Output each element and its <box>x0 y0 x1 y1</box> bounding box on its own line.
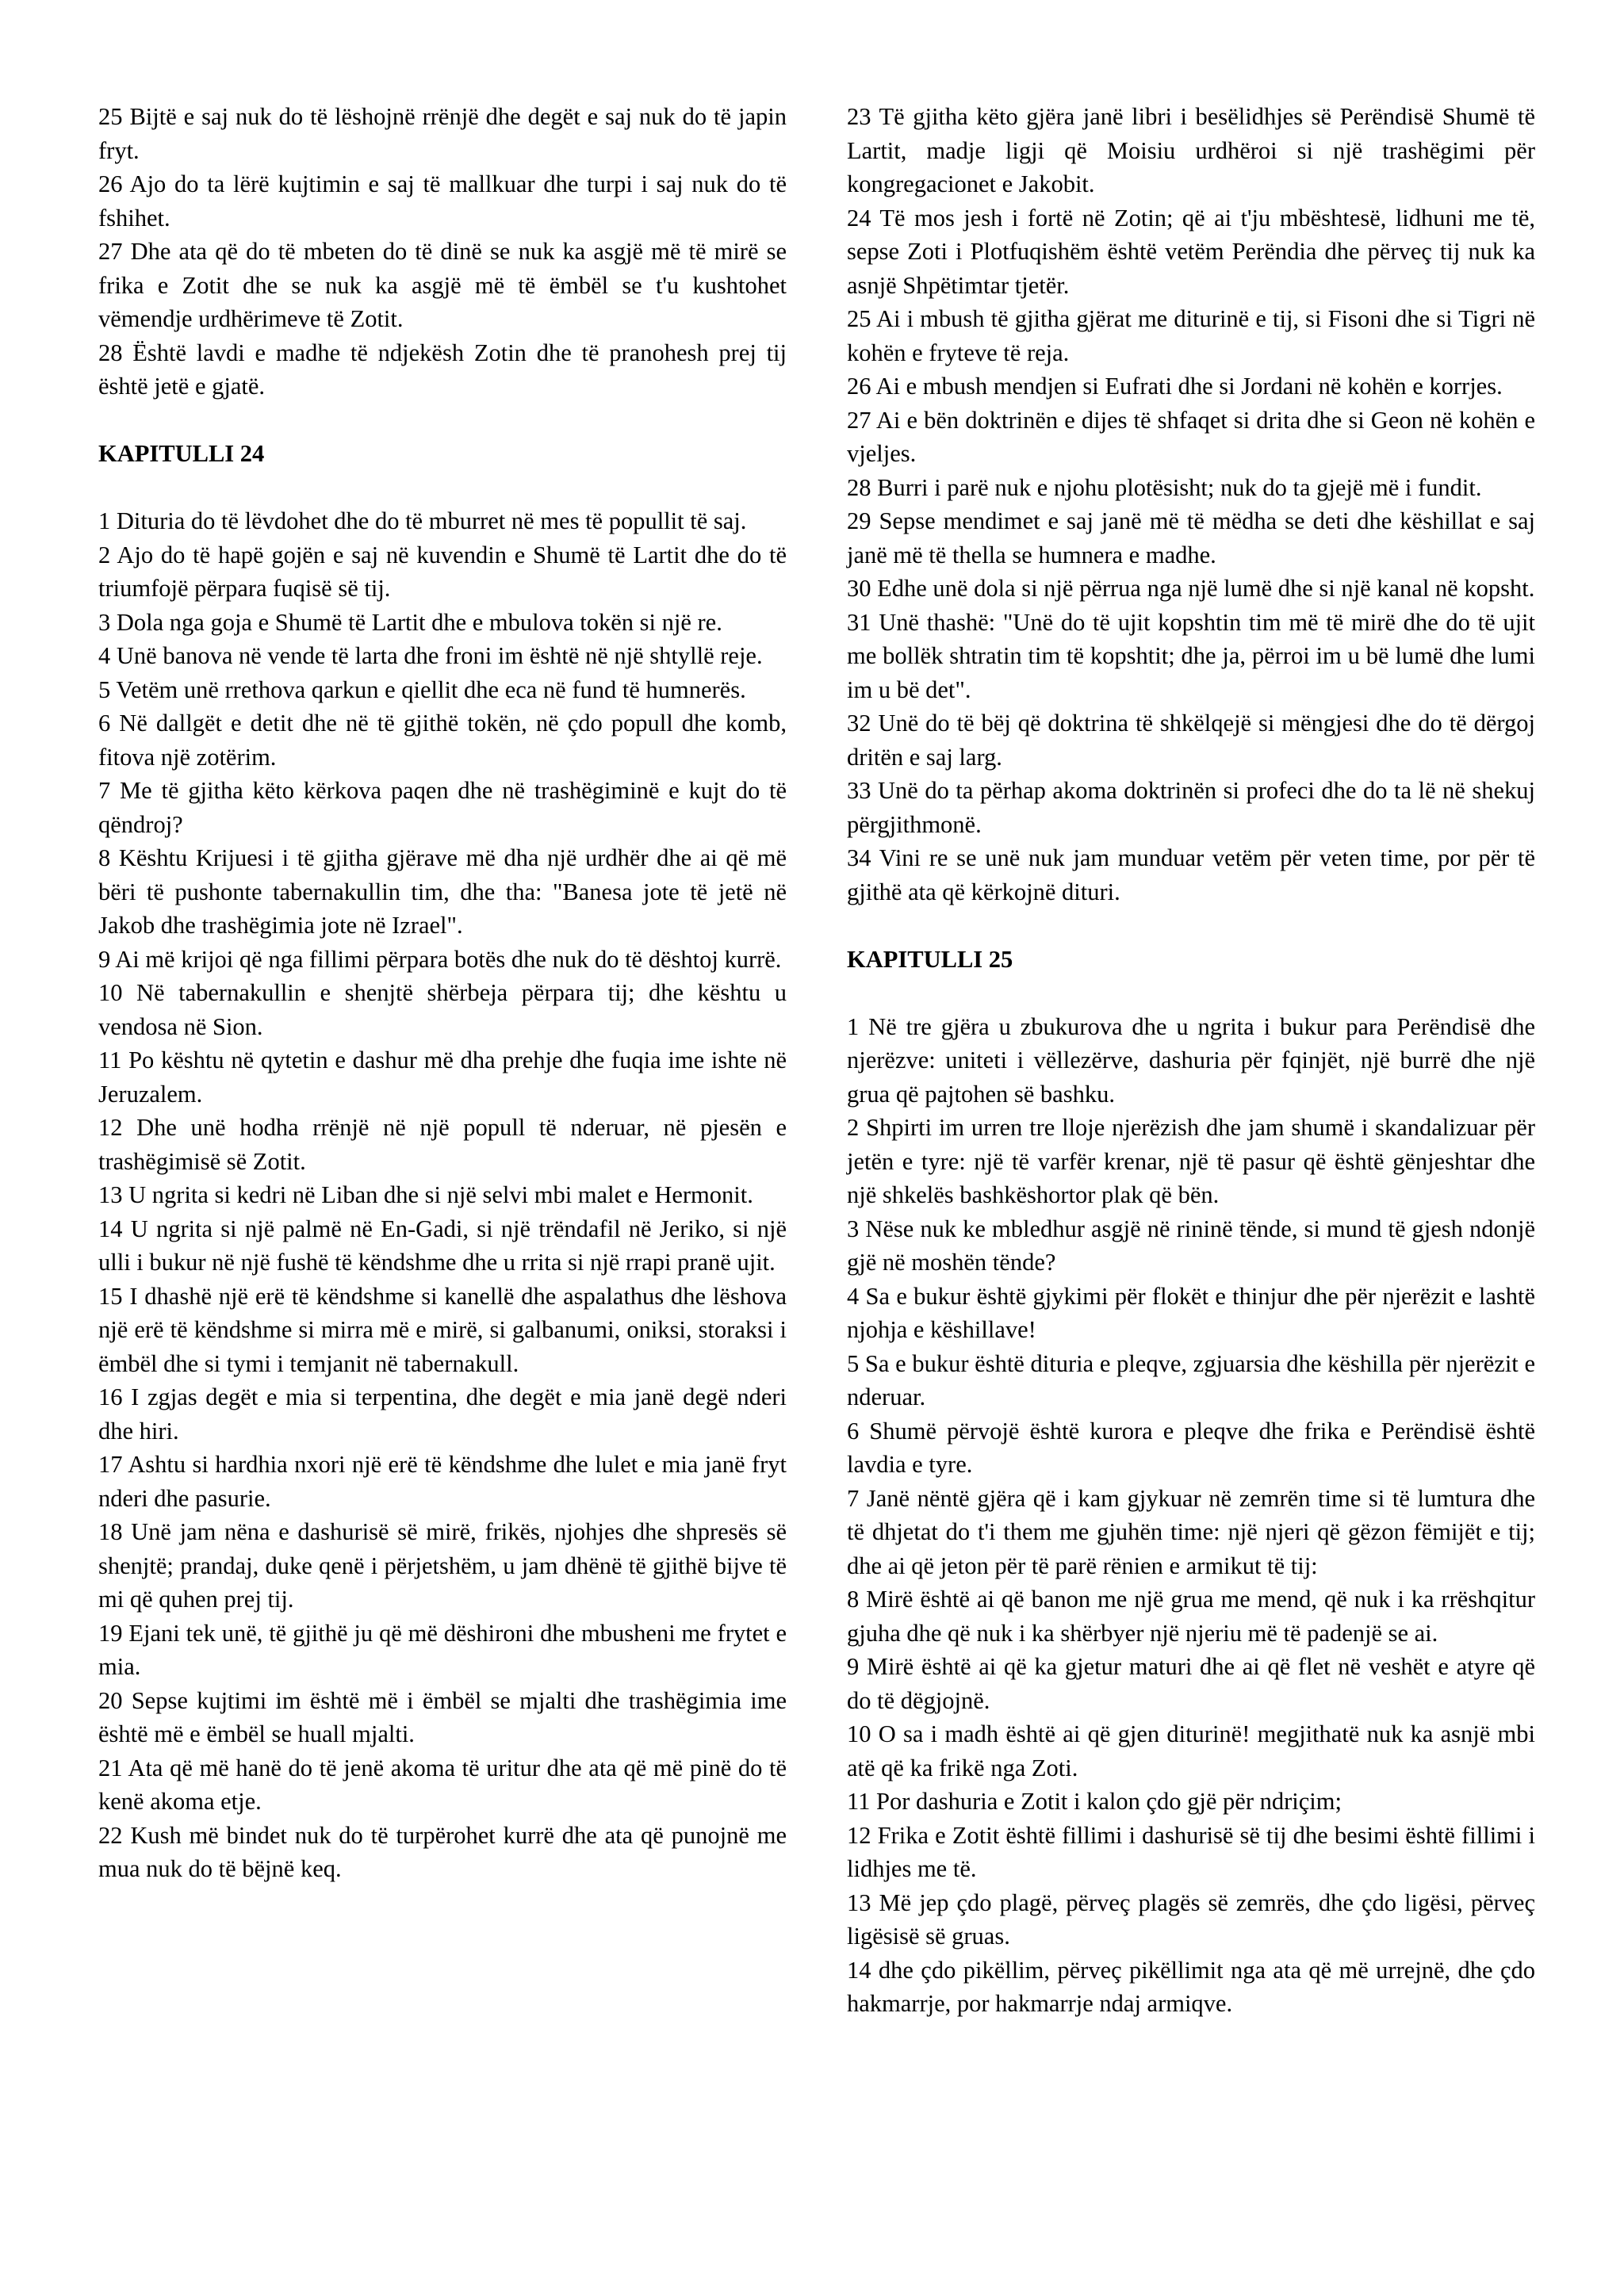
verse: 25 Bijtë e saj nuk do të lëshojnë rrënjë dhe degët e saj nuk do të japin fryt. <box>98 103 787 164</box>
verse: 9 Mirë është ai që ka gjetur maturi dhe ai që flet në veshët e atyre që do të dëgjojnë. <box>847 1653 1535 1714</box>
verse: 4 Sa e bukur është gjykimi për flokët e thinjur dhe për njerëzit e lashtë njohja e këshillave! <box>847 1282 1535 1343</box>
verse: 3 Nëse nuk ke mbledhur asgjë në rininë tënde, si mund të gjesh ndonjë gjë në moshën tënde? <box>847 1215 1535 1276</box>
verse: 13 Më jep çdo plagë, përveç plagës së zemrës, dhe çdo ligësi, përveç ligësisë së gruas. <box>847 1888 1535 1950</box>
spacer <box>98 404 787 438</box>
verse: 11 Po kështu në qytetin e dashur më dha prehje dhe fuqia ime ishte në Jeruzalem. <box>98 1047 787 1108</box>
verse-group-bottom <box>847 1010 1535 2021</box>
verse: 1 Dituria do të lëvdohet dhe do të mburret në mes të popullit të saj. <box>98 507 747 534</box>
verse: 25 Ai i mbush të gjitha gjërat me diturinë e tij, si Fisoni dhe si Tigri në kohën e fryteve të reja. <box>847 305 1535 366</box>
verse: 9 Ai më krijoi që nga fillimi përpara botës dhe nuk do të dështoj kurrë. <box>98 945 782 973</box>
verse: 18 Unë jam nëna e dashurisë së mirë, frikës, njohjes dhe shpresës së shenjtë; prandaj, duke qenë i përjetshëm, u jam dhënë të gjithë bijve të mi që quhen prej tij. <box>98 1518 787 1613</box>
chapter-heading: KAPITULLI 24 <box>98 440 265 467</box>
verse: 24 Të mos jesh i fortë në Zotin; që ai t'ju mbështesë, lidhuni me të, sepse Zoti i Plotfuqishëm është vetëm Perëndia dhe përveç tij nuk ka asnjë Shpëtimtar tjetër. <box>847 204 1535 299</box>
verse: 6 Shumë përvojë është kurora e pleqve dhe frika e Perëndisë është lavdia e tyre. <box>847 1417 1535 1478</box>
spacer <box>847 909 1535 943</box>
verse-group-top <box>98 100 787 404</box>
verse: 5 Vetëm unë rrethova qarkun e qiellit dhe eca në fund të humnerës. <box>98 675 746 703</box>
verse: 11 Por dashuria e Zotit i kalon çdo gjë për ndriçim; <box>847 1788 1342 1815</box>
verse: 31 Unë thashë: "Unë do të ujit kopshtin tim më të mirë dhe do të ujit me bollëk shtratin tim të kopshtit; dhe ja, përroi im u bë lumë dhe lumi im u bë det". <box>847 608 1535 703</box>
verse: 3 Dola nga goja e Shumë të Lartit dhe e mbulova tokën si një re. <box>98 608 722 636</box>
verse: 26 Ai e mbush mendjen si Eufrati dhe si Jordani në kohën e korrjes. <box>847 373 1503 400</box>
verse: 16 I zgjas degët e mia si terpentina, dhe degët e mia janë degë nderi dhe hiri. <box>98 1383 787 1445</box>
verse: 8 Mirë është ai që banon me një grua me mend, që nuk i ka rrëshqitur gjuha dhe që nuk i ka shërbyer një njeriu më të padenjë se ai. <box>847 1586 1535 1647</box>
verse: 34 Vini re se unë nuk jam munduar vetëm për veten time, por për të gjithë ata që kërkojnë dituri. <box>847 844 1535 905</box>
verse: 5 Sa e bukur është dituria e pleqve, zgjuarsia dhe këshilla për njerëzit e nderuar. <box>847 1349 1535 1410</box>
chapter-heading: KAPITULLI 25 <box>847 945 1013 973</box>
left-column <box>98 100 787 1886</box>
verse: 7 Me të gjitha këto kërkova paqen dhe në trashëgiminë e kujt do të qëndroj? <box>98 777 787 838</box>
verse-group-top <box>847 100 1535 909</box>
verse: 1 Në tre gjëra u zbukurova dhe u ngrita i bukur para Perëndisë dhe njerëzve: uniteti i vëllezërve, dashuria për fqinjët, një burrë dhe një grua që pajtohen së bashku. <box>847 1012 1535 1108</box>
verse: 13 U ngrita si kedri në Liban dhe si një selvi mbi malet e Hermonit. <box>98 1181 753 1208</box>
verse: 12 Frika e Zotit është fillimi i dashurisë së tij dhe besimi është fillimi i lidhjes me të. <box>847 1821 1535 1882</box>
verse: 4 Unë banova në vende të larta dhe froni im është në një shtyllë reje. <box>98 642 763 669</box>
verse: 14 U ngrita si një palmë në En-Gadi, si një trëndafil në Jeriko, si një ulli i bukur në një fushë të këndshme dhe u rrita si një rrapi pranë ujit. <box>98 1215 787 1276</box>
verse: 23 Të gjitha këto gjëra janë libri i besëlidhjes së Perëndisë Shumë të Lartit, madje ligji që Moisiu urdhëroi si një trashëgimi për kongregacionet e Jakobit. <box>847 103 1535 197</box>
verse: 12 Dhe unë hodha rrënjë në një popull të nderuar, në pjesën e trashëgimisë së Zotit. <box>98 1114 787 1175</box>
verse: 6 Në dallgët e detit dhe në të gjithë tokën, në çdo popull dhe komb, fitova një zotërim. <box>98 710 787 771</box>
verse: 2 Ajo do të hapë gojën e saj në kuvendin e Shumë të Lartit dhe do të triumfojë përpara fuqisë së tij. <box>98 541 787 602</box>
spacer <box>98 471 787 505</box>
verse: 19 Ejani tek unë, të gjithë ju që më dëshironi dhe mbusheni me frytet e mia. <box>98 1619 787 1680</box>
right-column <box>847 100 1535 2021</box>
verse: 17 Ashtu si hardhia nxori një erë të këndshme dhe lulet e mia janë fryt nderi dhe pasurie. <box>98 1451 787 1512</box>
verse: 27 Dhe ata që do të mbeten do të dinë se nuk ka asgjë më të mirë se frika e Zotit dhe se nuk ka asgjë më të ëmbël se t'u kushtohet vëmendje urdhërimeve të Zotit. <box>98 238 787 332</box>
verse: 14 dhe çdo pikëllim, përveç pikëllimit nga ata që më urrejnë, dhe çdo hakmarrje, por hakmarrje ndaj armiqve. <box>847 1956 1535 2017</box>
verse: 32 Unë do të bëj që doktrina të shkëlqejë si mëngjesi dhe do të dërgoj dritën e saj larg. <box>847 710 1535 771</box>
verse: 28 Është lavdi e madhe të ndjekësh Zotin dhe të pranohesh prej tij është jetë e gjatë. <box>98 339 787 400</box>
verse: 28 Burri i parë nuk e njohu plotësisht; nuk do ta gjejë më i fundit. <box>847 473 1482 501</box>
verse: 8 Kështu Krijuesi i të gjitha gjërave më dha një urdhër dhe ai që më bëri të pushonte tabernakullin tim, dhe tha: "Banesa jote të jetë në Jakob dhe trashëgimia jote në Izrael". <box>98 844 787 939</box>
verse: 20 Sepse kujtimi im është më i ëmbël se mjalti dhe trashëgimia ime është më e ëmbël se huall mjalti. <box>98 1686 787 1747</box>
verse: 22 Kush më bindet nuk do të turpërohet kurrë dhe ata që punojnë me mua nuk do të bëjnë keq. <box>98 1821 787 1882</box>
verse: 2 Shpirti im urren tre lloje njerëzish dhe jam shumë i skandalizuar për jetën e tyre: një të varfër krenar, një të pasur që është gënjeshtar dhe një shkelës bashkëshortor plak që bën. <box>847 1114 1535 1208</box>
verse: 21 Ata që më hanë do të jenë akoma të uritur dhe ata që më pinë do të kenë akoma etje. <box>98 1754 787 1815</box>
verse: 10 Në tabernakullin e shenjtë shërbeja përpara tij; dhe kështu u vendosa në Sion. <box>98 979 787 1040</box>
verse: 27 Ai e bën doktrinën e dijes të shfaqet si drita dhe si Geon në kohën e vjeljes. <box>847 406 1535 467</box>
verse: 10 O sa i madh është ai që gjen diturinë! megjithatë nuk ka asnjë mbi atë që ka frikë nga Zoti. <box>847 1720 1535 1781</box>
verse: 33 Unë do ta përhap akoma doktrinën si profeci dhe do ta lë në shekuj përgjithmonë. <box>847 777 1535 838</box>
verse: 26 Ajo do ta lërë kujtimin e saj të mallkuar dhe turpi i saj nuk do të fshihet. <box>98 170 787 232</box>
verse-group-bottom <box>98 504 787 1886</box>
spacer <box>847 976 1535 1010</box>
verse: 30 Edhe unë dola si një përrua nga një lumë dhe si një kanal në kopsht. <box>847 575 1535 602</box>
verse: 7 Janë nëntë gjëra që i kam gjykuar në zemrën time si të lumtura dhe të dhjetat do t'i them me gjuhën time: një njeri që gëzon fëmijët e tij; dhe ai që jeton për të parë rënien e armikut të tij: <box>847 1484 1535 1579</box>
verse: 15 I dhashë një erë të këndshme si kanellë dhe aspalathus dhe lëshova një erë të këndshme si mirra më e mirë, si galbanumi, oniksi, storaksi i ëmbël dhe si tymi i temjanit në tabernakull. <box>98 1282 787 1377</box>
verse: 29 Sepse mendimet e saj janë më të mëdha se deti dhe këshillat e saj janë më të thella se humnera e madhe. <box>847 507 1535 568</box>
